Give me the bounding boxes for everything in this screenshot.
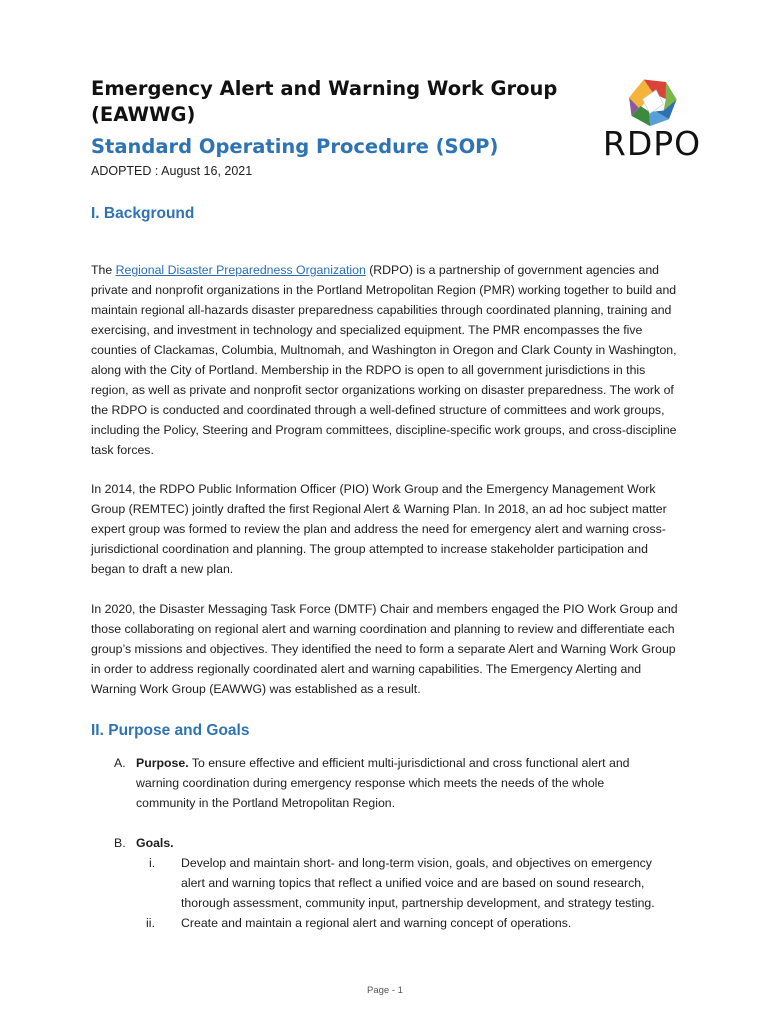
paragraph-body: (RDPO) is a partnership of government agencies and private and nonprofit organizations in the Portland Metropolitan Region (PMR) working together to build and maintain regional all-hazards disaster preparedness capabilities through coordinated planning, training and exercising, and investment in technology and specialized equipment. The PMR encompasses the five counties of Clackamas, Columbia, Multnomah, and Washington in Oregon and Clark County in Washington, along with the City of Portland. Membership in the RDPO is open to all government jurisdictions in this region, as well as private and nonprofit sector organizations working on disaster preparedness. The work of the RDPO is conducted and coordinated through a well-defined structure of committees and work groups, including the Policy, Steering and Program committees, discipline-specific work groups, and cross-discipline task forces. (91, 263, 677, 457)
list-marker-a: A. (114, 756, 126, 770)
purpose-text: To ensure effective and efficient multi-jurisdictional and cross functional alert and warning coordination during emergency response which meets the needs of the whole community in the Portland Metropolitan Region. (136, 756, 630, 810)
goal-item-2: Create and maintain a regional alert and warning concept of operations. (181, 916, 572, 930)
goal-item-1: Develop and maintain short- and long-term vision, goals, and objectives on emergency alert and warning topics that reflect a unified voice and are based on sound research, thorough assessment, community input, partnership development, and strategy testing. (181, 856, 655, 910)
paragraph-prefix: The (91, 263, 116, 277)
rdpo-logo-text: RDPO (602, 124, 702, 163)
page-number: Page - 1 (367, 985, 403, 996)
goal-marker-1: i. (149, 856, 156, 870)
section-heading-purpose: II. Purpose and Goals (91, 722, 250, 739)
section-heading-background: I. Background (91, 205, 195, 222)
goal-marker-2: ii. (146, 916, 155, 930)
adopted-date: ADOPTED : August 16, 2021 (91, 164, 253, 178)
background-paragraph-2: In 2014, the RDPO Public Information Officer (PIO) Work Group and the Emergency Management Work Group (REMTEC) jointly drafted the first Regional Alert & Warning Plan. In 2018, an ad hoc subject matter expert group was formed to review the plan and address the need for emergency alert and warning cross-jurisdictional coordination and planning. The group attempted to increase stakeholder participation and began to draft a new plan. (91, 482, 667, 576)
background-paragraph-1 (91, 260, 685, 460)
document-subtitle: Standard Operating Procedure (SOP) (91, 135, 499, 158)
rdpo-logo (584, 72, 720, 168)
rdpo-logo-icon (584, 72, 720, 128)
purpose-item (136, 753, 656, 813)
background-paragraph-3: In 2020, the Disaster Messaging Task Force (DMTF) Chair and members engaged the PIO Work Group and those collaborating on regional alert and warning coordination and planning to review and differentiate each group’s missions and objectives. They identified the need to form a separate Alert and Warning Work Group in order to address regionally coordinated alert and warning capabilities. The Emergency Alerting and Warning Work Group (EAWWG) was established as a result. (91, 602, 678, 696)
rdpo-link[interactable]: Regional Disaster Preparedness Organization (115, 263, 366, 277)
document-title: Emergency Alert and Warning Work Group (EAWWG) (91, 77, 558, 126)
goals-label: Goals. (136, 836, 174, 850)
list-marker-b: B. (114, 836, 126, 850)
purpose-label: Purpose. (136, 756, 189, 770)
